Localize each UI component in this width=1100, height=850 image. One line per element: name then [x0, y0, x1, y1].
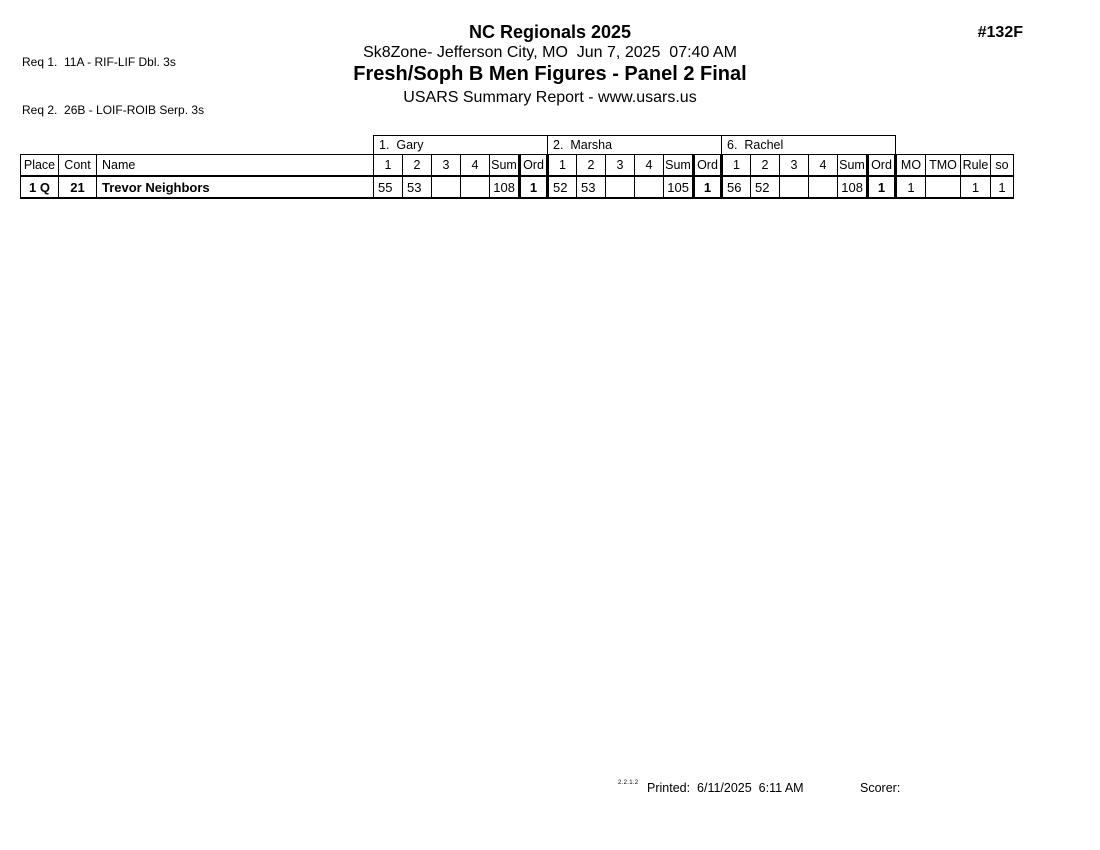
cell-judge3-sum: 108 [838, 176, 868, 198]
cell-judge2-ord: 1 [694, 176, 722, 198]
report-type-line: USARS Summary Report - www.usars.us [403, 89, 697, 106]
judge1-col-2: 2 [403, 155, 432, 177]
judge3-col-4: 4 [809, 155, 838, 177]
judges-row-right-spacer [896, 136, 1014, 155]
cell-judge3-score1: 56 [722, 176, 751, 198]
results-table [20, 135, 1014, 199]
judge3-col-sum: Sum [838, 155, 868, 177]
judge-2-header: 2. Marsha [548, 136, 722, 155]
cell-judge1-score3 [432, 176, 461, 198]
judge2-col-ord: Ord [694, 155, 722, 177]
judge1-col-4: 4 [461, 155, 490, 177]
requirement-line-1: Req 1. 11A - RIF-LIF Dbl. 3s [22, 55, 176, 69]
result-row [21, 176, 1014, 198]
requirement-line-2: Req 2. 26B - LOIF-ROIB Serp. 3s [22, 103, 205, 117]
cell-judge3-ord: 1 [868, 176, 896, 198]
printed-timestamp: Printed: 6/11/2025 6:11 AM [647, 781, 804, 795]
judge1-col-1: 1 [374, 155, 403, 177]
venue-datetime: Sk8Zone- Jefferson City, MO Jun 7, 2025 07:40 AM [363, 44, 737, 61]
cell-judge1-ord: 1 [520, 176, 548, 198]
cell-judge2-sum: 105 [664, 176, 694, 198]
cell-judge2-score2: 53 [577, 176, 606, 198]
column-header-row [21, 155, 1014, 177]
judge-3-header: 6. Rachel [722, 136, 896, 155]
cell-cont: 21 [59, 176, 97, 198]
judge1-col-ord: Ord [520, 155, 548, 177]
col-header-name: Name [97, 155, 374, 177]
cell-judge3-score4 [809, 176, 838, 198]
judge2-col-4: 4 [635, 155, 664, 177]
cell-place: 1 Q [21, 176, 59, 198]
software-version: 2.2.1.2 [618, 780, 639, 786]
meet-title: NC Regionals 2025 [468, 22, 632, 42]
judge1-col-sum: Sum [490, 155, 520, 177]
judges-header-row [21, 136, 1014, 155]
col-header-cont: Cont [59, 155, 97, 177]
cell-name: Trevor Neighbors [97, 176, 374, 198]
judge3-col-1: 1 [722, 155, 751, 177]
cell-judge1-score1: 55 [374, 176, 403, 198]
judge2-col-sum: Sum [664, 155, 694, 177]
col-header-place: Place [21, 155, 59, 177]
cell-judge2-score1: 52 [548, 176, 577, 198]
col-header-mo: MO [896, 155, 926, 177]
cell-judge3-score2: 52 [751, 176, 780, 198]
judge1-col-3: 3 [432, 155, 461, 177]
judge2-col-1: 1 [548, 155, 577, 177]
cell-mo: 1 [896, 176, 926, 198]
col-header-so: so [991, 155, 1014, 177]
cell-judge2-score4 [635, 176, 664, 198]
judge2-col-2: 2 [577, 155, 606, 177]
cell-judge1-sum: 108 [490, 176, 520, 198]
cell-judge1-score2: 53 [403, 176, 432, 198]
judge3-col-3: 3 [780, 155, 809, 177]
cell-rule: 1 [961, 176, 991, 198]
judge3-col-ord: Ord [868, 155, 896, 177]
report-number: #132F [977, 24, 1023, 41]
event-title: Fresh/Soph B Men Figures - Panel 2 Final [353, 63, 747, 85]
cell-judge3-score3 [780, 176, 809, 198]
cell-tmo [926, 176, 961, 198]
judge2-col-3: 3 [606, 155, 635, 177]
cell-judge1-score4 [461, 176, 490, 198]
col-header-tmo: TMO [926, 155, 961, 177]
col-header-rule: Rule [961, 155, 991, 177]
judge-1-header: 1. Gary [374, 136, 548, 155]
cell-judge2-score3 [606, 176, 635, 198]
judges-row-left-spacer [21, 136, 374, 155]
scorer-label: Scorer: [860, 781, 901, 795]
judge3-col-2: 2 [751, 155, 780, 177]
cell-so: 1 [991, 176, 1014, 198]
